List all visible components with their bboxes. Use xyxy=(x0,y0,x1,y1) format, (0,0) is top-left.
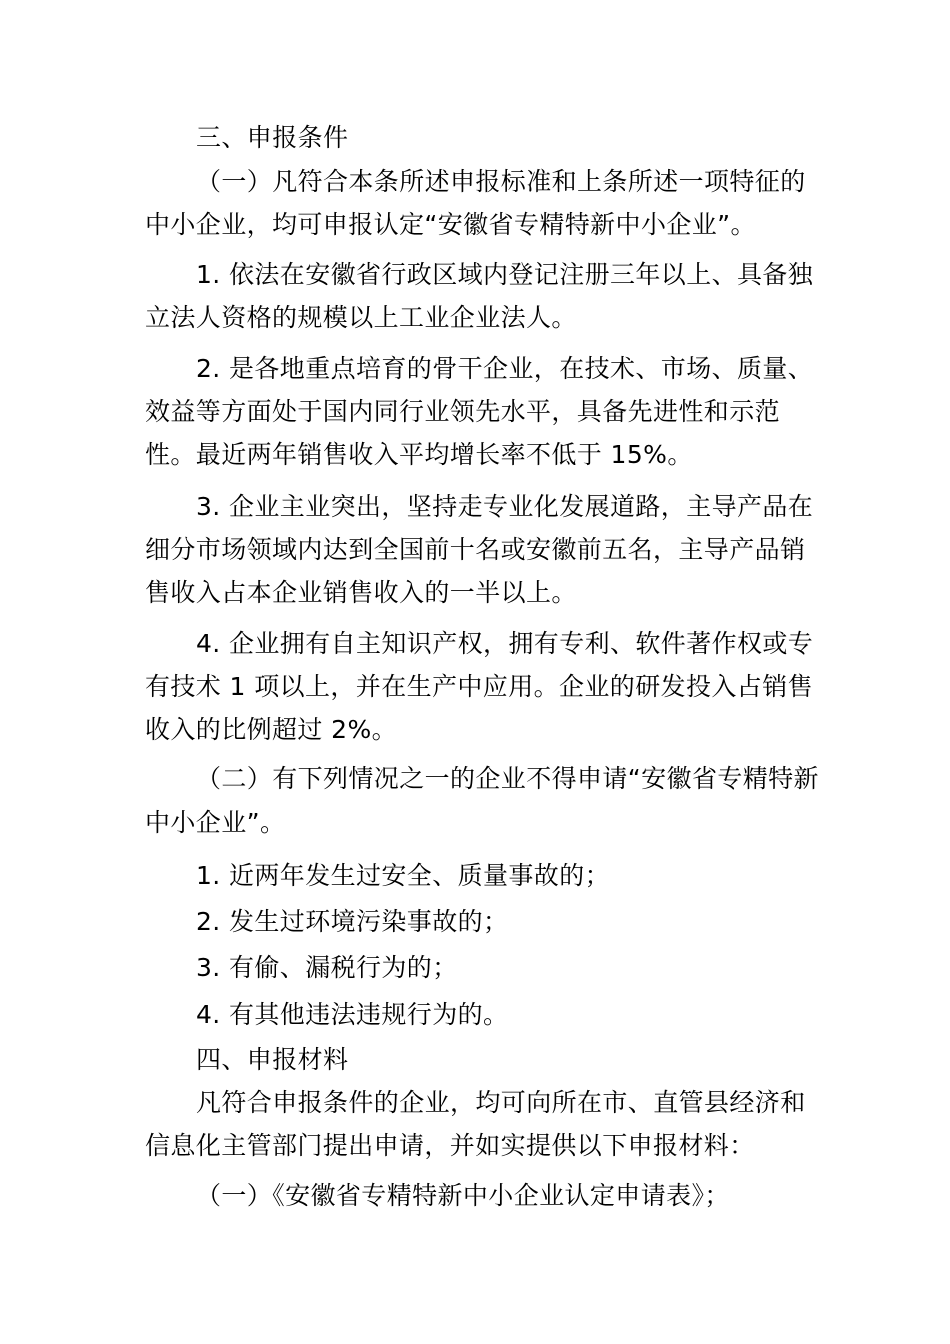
item-4-line-2: 有技术 1 项以上，并在生产中应用。企业的研发投入占销售 xyxy=(145,672,814,701)
exclusion-item-1: 1. 近两年发生过安全、质量事故的； xyxy=(196,861,611,890)
materials-intro-line-1: 凡符合申报条件的企业，均可向所在市、直管县经济和 xyxy=(196,1088,806,1117)
item-1-line-2: 立法人资格的规模以上工业企业法人。 xyxy=(145,303,577,332)
materials-intro-line-2: 信息化主管部门提出申请，并如实提供以下申报材料： xyxy=(145,1131,755,1160)
item-3-line-1: 3. 企业主业突出，坚持走专业化发展道路，主导产品在 xyxy=(196,492,814,521)
materials-item-1: （一）《安徽省专精特新中小企业认定申请表》； xyxy=(196,1181,730,1210)
exclusion-item-2: 2. 发生过环境污染事故的； xyxy=(196,907,509,936)
exclusion-item-3: 3. 有偷、漏税行为的； xyxy=(196,953,458,982)
clause-2-line-2: 中小企业”。 xyxy=(145,808,286,837)
item-4-line-3: 收入的比例超过 2%。 xyxy=(145,715,398,744)
section-heading-application-materials: 四、申报材料 xyxy=(196,1045,349,1074)
item-2-line-1: 2. 是各地重点培育的骨干企业，在技术、市场、质量、 xyxy=(196,354,814,383)
item-3-line-3: 售收入占本企业销售收入的一半以上。 xyxy=(145,578,577,607)
clause-2-line-1: （二）有下列情况之一的企业不得申请“安徽省专精特新 xyxy=(196,764,819,793)
clause-1-line-2: 中小企业，均可申报认定“安徽省专精特新中小企业”。 xyxy=(145,210,756,239)
item-3-line-2: 细分市场领域内达到全国前十名或安徽前五名，主导产品销 xyxy=(145,535,806,564)
item-1-line-1: 1. 依法在安徽省行政区域内登记注册三年以上、具备独 xyxy=(196,260,814,289)
item-2-line-2: 效益等方面处于国内同行业领先水平，具备先进性和示范 xyxy=(145,397,781,426)
item-4-line-1: 4. 企业拥有自主知识产权，拥有专利、软件著作权或专 xyxy=(196,629,814,658)
section-heading-application-conditions: 三、申报条件 xyxy=(196,123,349,152)
item-2-line-3: 性。最近两年销售收入平均增长率不低于 15%。 xyxy=(145,440,693,469)
clause-1-line-1: （一）凡符合本条所述申报标准和上条所述一项特征的 xyxy=(196,167,806,196)
exclusion-item-4: 4. 有其他违法违规行为的。 xyxy=(196,1000,509,1029)
